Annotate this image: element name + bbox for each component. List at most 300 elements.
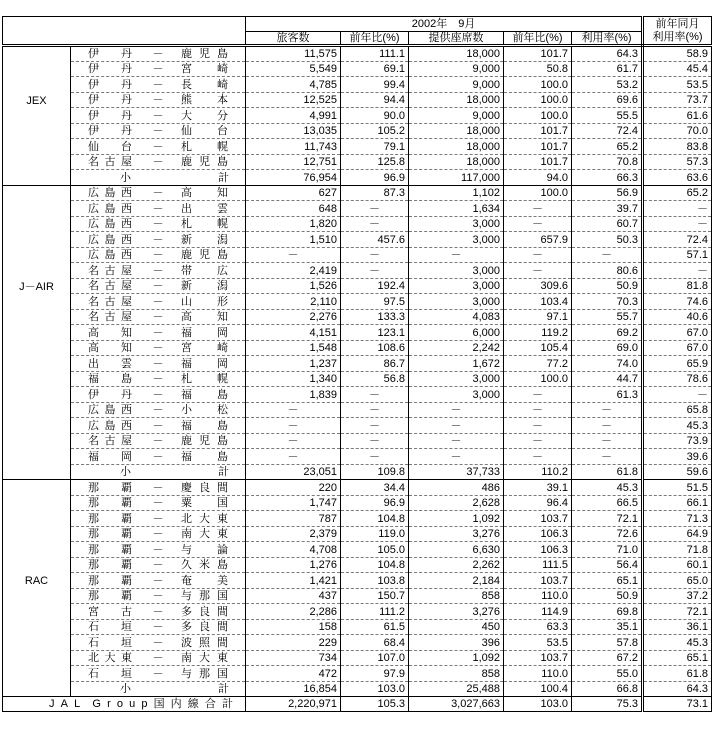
route-separator: － <box>152 264 164 277</box>
glyph: 大 <box>104 652 116 664</box>
route-separator: － <box>152 202 164 215</box>
prev-year-load-factor-cell: 81.8 <box>643 278 712 294</box>
prev-year-load-factor-cell: 39.6 <box>643 449 712 465</box>
seats-yoy-cell: 100.0 <box>504 108 572 124</box>
seats-cell: 3,000 <box>409 216 504 232</box>
glyph: L <box>74 698 81 710</box>
passengers-cell: 648 <box>246 201 341 217</box>
route-cell <box>71 418 246 434</box>
table-row <box>3 108 712 124</box>
group-cell <box>3 433 71 449</box>
load-factor-cell: 55.0 <box>572 666 643 682</box>
glyph: 大 <box>199 652 210 664</box>
glyph: 西 <box>121 233 132 246</box>
seats-cell: 396 <box>409 635 504 651</box>
load-factor-cell: 70.8 <box>572 154 643 170</box>
passengers-cell: 2,220,971 <box>246 697 341 712</box>
subtotal-label <box>120 466 229 478</box>
route-origin <box>88 327 132 339</box>
route-origin <box>88 373 132 385</box>
route-cell <box>71 325 246 341</box>
glyph: 那 <box>88 497 99 509</box>
table-row <box>3 526 712 542</box>
seats-yoy-cell: 105.4 <box>504 340 572 356</box>
seats-yoy-cell: － <box>504 402 572 418</box>
route-separator: － <box>152 125 164 137</box>
route-destination <box>181 389 228 401</box>
glyph: 島 <box>104 202 116 215</box>
passengers-cell: 229 <box>246 635 341 651</box>
glyph: 名 <box>88 280 99 292</box>
route-separator: － <box>152 94 164 106</box>
passengers-yoy-cell: 108.6 <box>341 340 409 356</box>
passengers-cell: 1,820 <box>246 216 341 232</box>
glyph: 覇 <box>121 543 132 556</box>
prev-year-load-factor-cell: 60.1 <box>643 557 712 573</box>
route-cell <box>71 232 246 248</box>
glyph: 西 <box>121 202 132 215</box>
prev-year-load-factor-cell: 83.8 <box>643 139 712 155</box>
passengers-yoy-cell: 111.2 <box>341 604 409 620</box>
passengers-yoy-cell: 96.9 <box>341 170 409 186</box>
seats-cell: － <box>409 418 504 434</box>
route-cell <box>71 340 246 356</box>
route-destination <box>181 296 228 308</box>
seats-cell: 1,634 <box>409 201 504 217</box>
glyph: 出 <box>88 357 99 370</box>
seats-cell: 6,000 <box>409 325 504 341</box>
glyph: 古 <box>104 295 116 308</box>
glyph: 覇 <box>121 590 132 602</box>
prev-year-load-factor-cell: 51.5 <box>643 480 712 496</box>
prev-year-load-factor-cell: 71.3 <box>643 511 712 527</box>
table-row <box>3 232 712 248</box>
glyph: 福 <box>181 450 192 463</box>
seats-cell: 3,000 <box>409 294 504 310</box>
route-destination <box>181 497 228 509</box>
route-origin <box>88 141 132 153</box>
route-cell <box>71 263 246 279</box>
header-row <box>3 17 712 32</box>
passengers-cell: 2,110 <box>246 294 341 310</box>
passengers-yoy-cell: 150.7 <box>341 588 409 604</box>
passengers-cell: 4,991 <box>246 108 341 124</box>
passengers-yoy-cell: 104.8 <box>341 557 409 573</box>
load-factor-cell: 72.4 <box>572 123 643 139</box>
passengers-yoy-cell: 56.8 <box>341 371 409 387</box>
seats-yoy-cell: 103.7 <box>504 511 572 527</box>
passengers-cell: 1,340 <box>246 371 341 387</box>
route-destination <box>181 637 228 649</box>
glyph: 高 <box>88 342 99 354</box>
glyph: 覇 <box>121 497 132 509</box>
passengers-yoy-cell: 97.9 <box>341 666 409 682</box>
glyph: 台 <box>217 125 228 137</box>
group-cell <box>3 619 71 635</box>
glyph: 潟 <box>217 280 228 292</box>
passengers-yoy-cell: 125.8 <box>341 154 409 170</box>
glyph: 仙 <box>181 125 192 137</box>
route-separator: － <box>152 574 164 587</box>
glyph: 丹 <box>121 47 132 60</box>
glyph: 広 <box>88 233 99 246</box>
subtotal-row <box>3 681 712 697</box>
group-cell <box>3 263 71 279</box>
route-destination <box>181 544 228 556</box>
glyph: 熊 <box>181 94 192 106</box>
route-origin <box>88 342 132 354</box>
glyph: 島 <box>217 388 228 401</box>
load-factor-cell: 57.8 <box>572 635 643 651</box>
passengers-yoy-cell: 109.8 <box>341 464 409 480</box>
prev-year-load-factor-cell: 40.6 <box>643 309 712 325</box>
route-origin <box>88 389 132 401</box>
glyph: 照 <box>199 636 210 649</box>
seats-yoy-cell: 101.7 <box>504 139 572 155</box>
route-origin <box>88 482 132 494</box>
column-header-seats: 提供座席数 <box>409 32 504 46</box>
route-destination <box>181 311 228 323</box>
route-cell <box>71 356 246 372</box>
load-factor-cell: 71.0 <box>572 542 643 558</box>
prev-year-load-factor-cell: 65.8 <box>643 402 712 418</box>
glyph: 名 <box>88 295 99 308</box>
passengers-yoy-cell: 105.0 <box>341 542 409 558</box>
load-factor-cell: 44.7 <box>572 371 643 387</box>
glyph: 児 <box>199 47 210 60</box>
passengers-cell: 1,526 <box>246 278 341 294</box>
table-row <box>3 340 712 356</box>
prev-year-load-factor-cell: 78.6 <box>643 371 712 387</box>
glyph: 古 <box>104 156 116 168</box>
route-separator: － <box>152 342 164 354</box>
load-factor-cell: 74.0 <box>572 356 643 372</box>
column-header-passengers: 旅客数 <box>246 32 341 46</box>
glyph: 島 <box>217 435 228 447</box>
seats-yoy-cell: － <box>504 201 572 217</box>
glyph: 国 <box>217 667 228 680</box>
table-row <box>3 278 712 294</box>
seats-cell: 6,630 <box>409 542 504 558</box>
glyph: 崎 <box>217 78 228 91</box>
seats-cell: 3,000 <box>409 263 504 279</box>
glyph: 広 <box>88 218 99 230</box>
table-row <box>3 139 712 155</box>
prev-year-load-factor-cell: 65.2 <box>643 185 712 201</box>
load-factor-cell: 65.2 <box>572 139 643 155</box>
prev-year-load-factor-cell: 72.1 <box>643 604 712 620</box>
glyph: 美 <box>217 574 228 587</box>
glyph: o <box>116 698 123 710</box>
glyph: 間 <box>217 621 228 633</box>
table-row <box>3 542 712 558</box>
route-origin <box>88 358 132 370</box>
table-row <box>3 77 712 93</box>
passengers-yoy-cell: 119.0 <box>341 526 409 542</box>
route-destination <box>181 404 228 416</box>
route-cell <box>71 666 246 682</box>
passengers-cell: 627 <box>246 185 341 201</box>
passengers-cell: 1,510 <box>246 232 341 248</box>
passengers-yoy-cell: － <box>341 449 409 465</box>
route-separator: － <box>152 543 164 556</box>
route-stats-table <box>2 16 712 712</box>
load-factor-cell: 61.8 <box>572 464 643 480</box>
glyph: 国 <box>153 698 165 710</box>
route-destination <box>181 373 228 385</box>
route-cell <box>71 123 246 139</box>
glyph: A <box>60 698 68 710</box>
load-factor-cell: 60.7 <box>572 216 643 232</box>
passengers-yoy-cell: 34.4 <box>341 480 409 496</box>
passengers-cell: 472 <box>246 666 341 682</box>
route-separator: － <box>152 140 164 153</box>
group-cell <box>3 77 71 93</box>
glyph: 線 <box>187 698 199 710</box>
seats-yoy-cell: － <box>504 216 572 232</box>
glyph: 合 <box>204 698 216 710</box>
prev-year-load-factor-cell: 61.6 <box>643 108 712 124</box>
group-cell <box>3 681 71 697</box>
load-factor-cell: 61.7 <box>572 61 643 77</box>
glyph: 島 <box>104 419 116 432</box>
load-factor-cell: 67.2 <box>572 650 643 666</box>
route-separator: － <box>152 280 164 292</box>
glyph: 那 <box>88 574 99 587</box>
route-origin <box>88 621 132 633</box>
glyph: 間 <box>217 481 228 494</box>
group-cell <box>3 309 71 325</box>
route-origin <box>88 110 132 122</box>
prev-year-load-factor-cell: 67.0 <box>643 325 712 341</box>
glyph: 名 <box>88 311 99 323</box>
route-destination <box>181 48 228 60</box>
route-origin <box>88 528 132 540</box>
group-cell <box>3 650 71 666</box>
route-destination <box>181 420 228 432</box>
glyph: 名 <box>88 264 99 277</box>
seats-cell: 1,092 <box>409 511 504 527</box>
glyph: 島 <box>217 156 228 168</box>
glyph: 覇 <box>121 574 132 587</box>
group-cell <box>3 201 71 217</box>
glyph: 幌 <box>217 373 228 385</box>
load-factor-cell: － <box>572 418 643 434</box>
route-separator: － <box>152 249 164 261</box>
route-destination <box>181 280 228 292</box>
route-origin <box>88 420 132 432</box>
glyph: 島 <box>217 450 228 463</box>
glyph: 論 <box>217 543 228 556</box>
route-cell <box>71 108 246 124</box>
glyph: 幌 <box>217 140 228 153</box>
glyph: 西 <box>121 249 132 261</box>
route-origin <box>88 156 132 168</box>
group-cell <box>3 557 71 573</box>
table-row <box>3 325 712 341</box>
glyph: 知 <box>217 187 228 199</box>
seats-yoy-cell: 114.9 <box>504 604 572 620</box>
route-origin <box>88 265 132 277</box>
passengers-cell: 158 <box>246 619 341 635</box>
glyph: 丹 <box>121 63 132 75</box>
grand-total-row <box>3 697 712 712</box>
passengers-yoy-cell: － <box>341 433 409 449</box>
route-cell <box>71 449 246 465</box>
passengers-cell: 2,276 <box>246 309 341 325</box>
route-cell <box>71 650 246 666</box>
route-destination <box>181 606 228 618</box>
table-row <box>3 294 712 310</box>
table-row <box>3 495 712 511</box>
glyph: 古 <box>121 605 132 618</box>
glyph: 古 <box>104 311 116 323</box>
glyph: 岡 <box>217 357 228 370</box>
seats-yoy-cell: 39.1 <box>504 480 572 496</box>
glyph: 島 <box>104 404 116 416</box>
passengers-yoy-cell: 97.5 <box>341 294 409 310</box>
glyph: 鹿 <box>181 156 192 168</box>
prev-year-load-factor-cell: 45.3 <box>643 418 712 434</box>
route-separator: － <box>152 218 164 230</box>
route-separator: － <box>152 497 164 509</box>
seats-cell: 1,102 <box>409 185 504 201</box>
glyph: 粟 <box>181 497 192 509</box>
glyph: 岡 <box>217 326 228 339</box>
passengers-cell: 2,379 <box>246 526 341 542</box>
glyph: 古 <box>104 435 116 447</box>
table-row <box>3 402 712 418</box>
passengers-cell: 1,421 <box>246 573 341 589</box>
table-row <box>3 557 712 573</box>
glyph: 西 <box>121 419 132 432</box>
glyph: 宮 <box>181 63 192 75</box>
passengers-cell: － <box>246 433 341 449</box>
seats-cell: 37,733 <box>409 464 504 480</box>
route-origin <box>88 559 132 571</box>
passengers-yoy-cell: 87.3 <box>341 185 409 201</box>
glyph: 福 <box>88 450 99 463</box>
glyph: 島 <box>217 419 228 432</box>
seats-cell: 2,184 <box>409 573 504 589</box>
route-destination <box>181 156 228 168</box>
prev-year-load-factor-cell: 72.4 <box>643 232 712 248</box>
prev-year-load-factor-cell: － <box>643 216 712 232</box>
glyph: 高 <box>181 311 192 323</box>
group-cell <box>3 449 71 465</box>
glyph: 崎 <box>217 342 228 354</box>
group-cell <box>3 402 71 418</box>
table-row <box>3 216 712 232</box>
prev-year-load-factor-cell: 74.6 <box>643 294 712 310</box>
route-cell <box>71 619 246 635</box>
prev-year-metric: 利用率(%) <box>652 30 703 43</box>
seats-yoy-cell: 110.2 <box>504 464 572 480</box>
group-label: RAC <box>3 573 71 589</box>
passengers-yoy-cell: 107.0 <box>341 650 409 666</box>
glyph: 児 <box>199 156 210 168</box>
load-factor-cell: － <box>572 247 643 263</box>
seats-yoy-cell: 103.7 <box>504 573 572 589</box>
glyph: 広 <box>88 404 99 416</box>
glyph: 島 <box>104 233 116 246</box>
glyph: 那 <box>88 512 99 525</box>
route-separator: － <box>152 63 164 75</box>
table-row <box>3 371 712 387</box>
glyph: 広 <box>88 419 99 432</box>
glyph: 伊 <box>88 388 99 401</box>
glyph: 名 <box>88 156 99 168</box>
route-cell <box>71 495 246 511</box>
glyph: 鹿 <box>181 249 192 261</box>
group-cell <box>3 371 71 387</box>
glyph: 大 <box>199 512 210 525</box>
glyph: 広 <box>88 249 99 261</box>
glyph: 計 <box>222 698 233 710</box>
route-origin <box>88 497 132 509</box>
seats-cell: － <box>409 433 504 449</box>
seats-yoy-cell: 100.0 <box>504 185 572 201</box>
passengers-cell: 4,785 <box>246 77 341 93</box>
passengers-cell: 2,419 <box>246 263 341 279</box>
route-separator: － <box>152 621 164 633</box>
subtotal-row <box>3 170 712 186</box>
prev-year-load-factor-cell: 59.6 <box>643 464 712 480</box>
prev-year-load-factor-cell: 45.4 <box>643 61 712 77</box>
route-cell <box>71 247 246 263</box>
passengers-cell: 2,286 <box>246 604 341 620</box>
route-cell <box>71 154 246 170</box>
table-row <box>3 635 712 651</box>
prev-year-load-factor-cell: 45.3 <box>643 635 712 651</box>
passengers-yoy-cell: 104.8 <box>341 511 409 527</box>
group-cell <box>3 418 71 434</box>
glyph: 新 <box>181 280 192 292</box>
prev-year-load-factor-cell: 64.3 <box>643 681 712 697</box>
glyph: 大 <box>199 528 210 540</box>
route-cell <box>71 201 246 217</box>
route-separator: － <box>152 311 164 323</box>
route-cell <box>71 371 246 387</box>
table-row <box>3 480 712 496</box>
glyph: 北 <box>181 512 192 525</box>
group-cell <box>3 46 71 62</box>
seats-yoy-cell: 100.4 <box>504 681 572 697</box>
passengers-yoy-cell: 133.3 <box>341 309 409 325</box>
passengers-yoy-cell: 103.0 <box>341 681 409 697</box>
route-cell <box>71 542 246 558</box>
glyph: 札 <box>181 140 192 153</box>
table-row <box>3 185 712 201</box>
glyph: 屋 <box>121 311 132 323</box>
glyph: 高 <box>88 326 99 339</box>
route-origin <box>88 280 132 292</box>
glyph: 那 <box>88 543 99 556</box>
glyph: 知 <box>121 342 132 354</box>
prev-year-load-factor-cell: 70.0 <box>643 123 712 139</box>
glyph: 伊 <box>88 94 99 106</box>
route-cell <box>71 557 246 573</box>
glyph: 大 <box>181 109 192 122</box>
route-separator: － <box>152 605 164 618</box>
glyph: 東 <box>121 652 132 664</box>
glyph: 山 <box>181 295 192 308</box>
glyph: 垣 <box>121 667 132 680</box>
table-row <box>3 356 712 372</box>
route-separator: － <box>152 156 164 168</box>
passengers-yoy-cell: 68.4 <box>341 635 409 651</box>
glyph: 島 <box>217 47 228 60</box>
